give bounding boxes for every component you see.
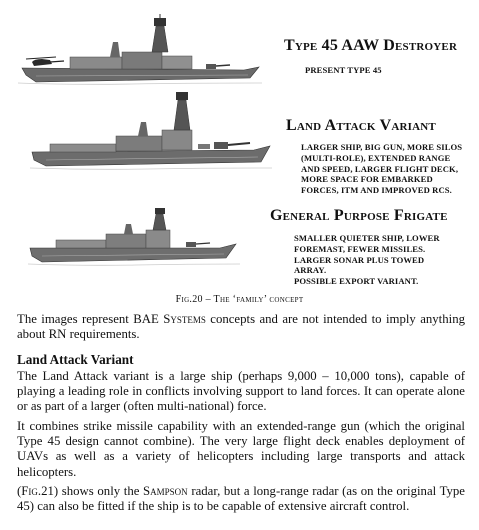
body-paragraph-3: (Fig.21) shows only the Sampson radar, but a long-range radar (as on the original Type 45) can also be fitted if the ship is to be capable of extensive aircraft control. (17, 484, 465, 514)
figure-caption: Fig.20 – The ‘family’ concept (175, 294, 304, 305)
variant-desc-type45 (305, 65, 382, 76)
intro-text-after: concepts and are not intended to imply anything about RN requirements. (17, 312, 465, 342)
variant-desc-line: LARGER SHIP, BIG GUN, MORE SILOS (301, 142, 463, 152)
variant-title-type45: Type 45 AAW Destroyer (284, 37, 458, 54)
variant-desc-line: SMALLER QUIETER SHIP, LOWER (294, 233, 440, 243)
variant-title-frigate: General Purpose Frigate (270, 207, 448, 224)
variant-desc-line: MORE SPACE FOR EMBARKED (301, 174, 433, 185)
p3-text-2: radar, but a long-range radar (as on the original Type 45) can also be fitted if the ship is to be capable of extensive aircraft control. (17, 484, 465, 514)
section-heading: Land Attack Variant (17, 352, 134, 367)
variant-desc-line: LARGER SONAR PLUS TOWED (294, 254, 425, 265)
variant-desc-line: FOREMAST, FEWER MISSILES. (294, 243, 426, 254)
land-attack-ship-illustration (28, 90, 273, 175)
variant-desc-line: PRESENT TYPE 45 (305, 65, 382, 75)
intro-paragraph (17, 312, 465, 342)
figure-reference: Fig.21 (21, 484, 54, 498)
type45-ship-illustration (12, 12, 267, 87)
variant-desc-line: POSSIBLE EXPORT VARIANT. (294, 276, 419, 287)
radar-name: Sampson (143, 484, 188, 498)
frigate-ship-illustration (26, 200, 241, 275)
variant-desc-line: FORCES, ITM AND IMPROVED RCS. (301, 185, 452, 196)
variant-desc-line: (MULTI-ROLE), EXTENDED RANGE (301, 152, 451, 163)
company-name: Systems (163, 312, 206, 326)
variant-desc-line: ARRAY. (294, 265, 327, 276)
variant-desc-line: AND SPEED, LARGER FLIGHT DECK, (301, 163, 459, 174)
intro-text-before: The images represent BAE (17, 312, 164, 326)
p3-text-1: shows only the (58, 484, 144, 498)
helicopter-icon (26, 57, 64, 66)
variant-desc-frigate (294, 233, 440, 287)
body-paragraph-2: It combines strike missile capability with an extended-range gun (which the original Type 45 design cannot combine). The very large flight deck enables deployment of UAVs as well as a variety of helicopters including large transports and attack helicopters. (17, 419, 465, 479)
body-paragraph-1: The Land Attack variant is a large ship (perhaps 9,000 – 10,000 tons), capable of playing a leading role in conflicts involving support to land forces. It can operate alone or as part of a larger (often multi-national) force. (17, 369, 465, 414)
variant-desc-land-attack (301, 142, 462, 196)
variant-title-land-attack: Land Attack Variant (286, 117, 436, 134)
